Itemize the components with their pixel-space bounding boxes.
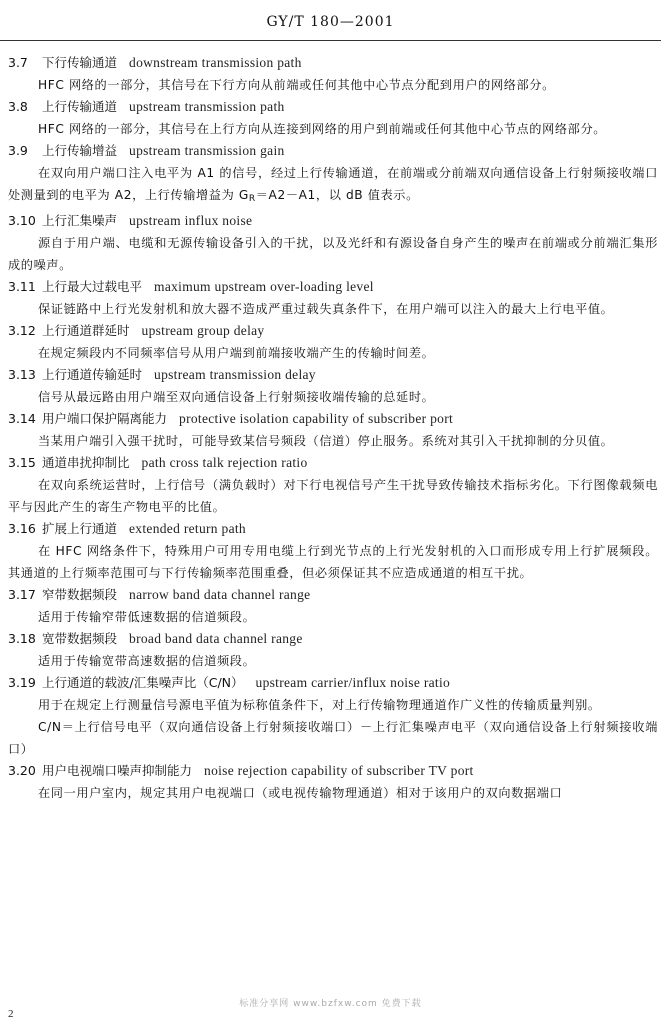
definition-text: 保证链路中上行光发射机和放大器不造成严重过载失真条件下，在用户端可以注入的最大上行电平值。 <box>38 302 614 316</box>
term-chinese: 上行通道的载波/汇集噪声比（C/N） <box>42 675 244 690</box>
term-chinese: 用户端口保护隔离能力 <box>42 411 168 426</box>
term-english: extended return path <box>129 521 246 536</box>
definition-text: HFC 网络的一部分，其信号在上行方向从连接到网络的用户到前端或任何其他中心节点的网络部分。 <box>38 122 607 136</box>
definition-text: 适用于传输窄带低速数据的信道频段。 <box>38 610 256 624</box>
entry-3-16 <box>8 518 658 584</box>
entry-3-11 <box>8 276 658 320</box>
term-english: downstream transmission path <box>129 55 302 70</box>
clause-number: 3.20 <box>8 763 36 778</box>
entry-3-10 <box>8 210 658 276</box>
term-english: protective isolation capability of subscriber port <box>179 411 454 426</box>
entry-3-8 <box>8 96 658 140</box>
entry-3-15 <box>8 452 658 518</box>
entry-3-17 <box>8 584 658 628</box>
term-chinese: 上行通道群延时 <box>42 323 130 338</box>
watermark: 标准分享网 www.bzfxw.com 免费下载 <box>239 999 422 1009</box>
term-chinese: 上行汇集噪声 <box>42 213 118 228</box>
term-english: narrow band data channel range <box>129 587 311 602</box>
definition-text: HFC 网络的一部分，其信号在下行方向从前端或任何其他中心节点分配到用户的网络部分。 <box>38 78 555 92</box>
entry-3-20 <box>8 760 658 804</box>
entry-3-13 <box>8 364 658 408</box>
term-english: noise rejection capability of subscriber TV port <box>204 763 474 778</box>
clause-number: 3.7 <box>8 55 28 70</box>
definition-text: 当某用户端引入强干扰时，可能导致某信号频段（信道）停止服务。系统对其引入干扰抑制的分贝值。 <box>38 434 614 448</box>
term-english: upstream transmission delay <box>154 367 316 382</box>
definition-text: 在同一用户室内，规定其用户电视端口（或电视传输物理通道）相对于该用户的双向数据端口 <box>38 786 563 800</box>
term-chinese: 下行传输通道 <box>42 55 118 70</box>
term-english: upstream transmission gain <box>129 143 285 158</box>
gain-subscript: R <box>248 194 256 204</box>
term-chinese: 上行通道传输延时 <box>42 367 143 382</box>
term-english: upstream group delay <box>141 323 265 338</box>
clause-number: 3.19 <box>8 675 36 690</box>
entry-3-12 <box>8 320 658 364</box>
term-english: upstream transmission path <box>129 99 285 114</box>
entry-3-7 <box>8 52 658 96</box>
clause-number: 3.18 <box>8 631 36 646</box>
term-english: broad band data channel range <box>129 631 303 646</box>
term-chinese: 窄带数据频段 <box>42 587 118 602</box>
clause-number: 3.13 <box>8 367 36 382</box>
clause-number: 3.10 <box>8 213 36 228</box>
clause-number: 3.12 <box>8 323 36 338</box>
term-chinese: 通道串扰抑制比 <box>42 455 130 470</box>
term-chinese: 扩展上行通道 <box>42 521 118 536</box>
definition-text: 在 HFC 网络条件下，特殊用户可用专用电缆上行到光节点的上行光发射机的入口而形成专用上行扩展频段。其通道的上行频率范围可与下行传输频率范围重叠，但必须保证其不应造成通道的相互干扰。 <box>8 544 658 580</box>
term-chinese: 宽带数据频段 <box>42 631 118 646</box>
term-chinese: 上行传输增益 <box>42 143 118 158</box>
entry-3-9 <box>8 140 658 210</box>
term-chinese: 上行最大过载电平 <box>42 279 143 294</box>
entry-3-19 <box>8 672 658 760</box>
clause-number: 3.17 <box>8 587 36 602</box>
entry-3-18 <box>8 628 658 672</box>
term-english: upstream carrier/influx noise ratio <box>255 675 451 690</box>
term-english: maximum upstream over-loading level <box>154 279 374 294</box>
clause-number: 3.8 <box>8 99 28 114</box>
term-english: path cross talk rejection ratio <box>141 455 308 470</box>
clause-number: 3.11 <box>8 279 36 294</box>
definition-text: 信号从最远路由用户端至双向通信设备上行射频接收端传输的总延时。 <box>38 390 435 404</box>
definition-text: 用于在规定上行测量信号源电平值为标称值条件下，对上行传输物理通道作广义性的传输质量判别。 <box>38 698 601 712</box>
clause-number: 3.16 <box>8 521 36 536</box>
clause-number: 3.15 <box>8 455 36 470</box>
term-english: upstream influx noise <box>129 213 253 228</box>
document-header: GY/T 180—2001 <box>266 14 395 30</box>
definition-text: 在双向用户端口注入电平为 A1 的信号，经过上行传输通道，在前端或分前端双向通信设备上行射频接收端口处测量到的电平为 A2，上行传输增益为 $G_R=A2-A1$，以 dB 值表示。 <box>8 166 658 204</box>
page-number: 2 <box>8 1008 14 1020</box>
definition-text: 在双向系统运营时，上行信号（满负载时）对下行电视信号产生干扰导致传输技术指标劣化。下行图像载频电平与因此产生的寄生产物电平的比值。 <box>8 478 658 514</box>
term-chinese: 上行传输通道 <box>42 99 118 114</box>
clause-number: 3.9 <box>8 143 28 158</box>
document-body <box>8 52 658 804</box>
clause-number: 3.14 <box>8 411 36 426</box>
header-rule <box>0 40 661 41</box>
term-chinese: 用户电视端口噪声抑制能力 <box>42 763 193 778</box>
definition-text: 在规定频段内不同频率信号从用户端到前端接收端产生的传输时间差。 <box>38 346 435 360</box>
definition-text: 源自于用户端、电缆和无源传输设备引入的干扰，以及光纤和有源设备自身产生的噪声在前端或分前端汇集形成的噪声。 <box>8 236 658 272</box>
definition-text: 适用于传输宽带高速数据的信道频段。 <box>38 654 256 668</box>
entry-3-14 <box>8 408 658 452</box>
cn-formula-text: C/N＝上行信号电平（双向通信设备上行射频接收端口）－上行汇集噪声电平（双向通信设备上行射频接收端口） <box>8 720 658 756</box>
